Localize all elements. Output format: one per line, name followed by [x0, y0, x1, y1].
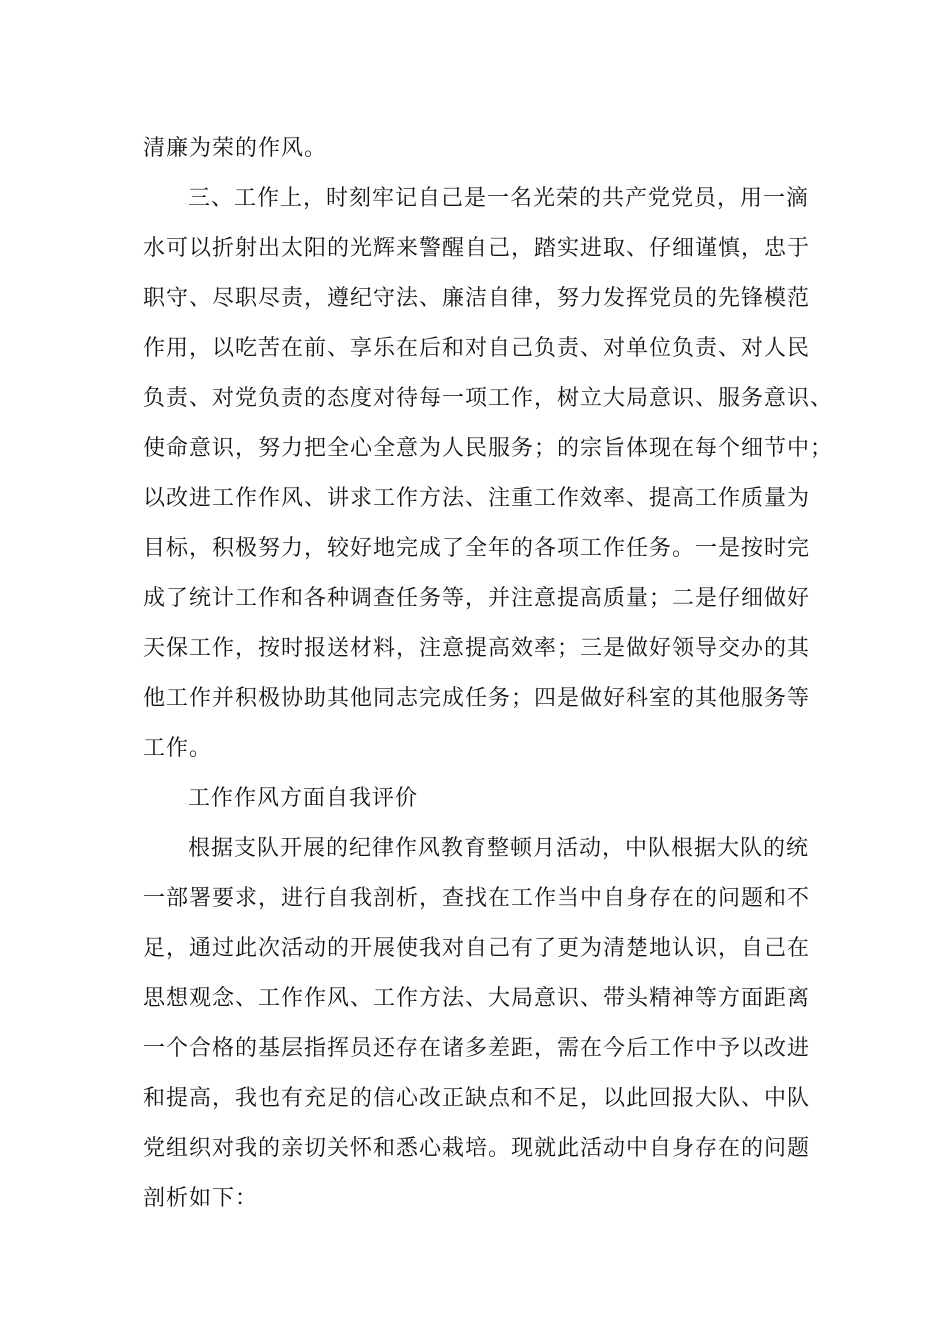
paragraph-line: 一部署要求，进行自我剖析，查找在工作当中自身存在的问题和不 [143, 886, 811, 911]
section-heading: 工作作风方面自我评价 [188, 786, 419, 811]
paragraph-line: 目标，积极努力，较好地完成了全年的各项工作任务。一是按时完 [143, 536, 811, 561]
paragraph-line: 足，通过此次活动的开展使我对自己有了更为清楚地认识，自己在 [143, 936, 811, 961]
paragraph-line: 工作。 [143, 736, 213, 761]
paragraph-line: 天保工作，按时报送材料，注意提高效率；三是做好领导交办的其 [143, 636, 811, 661]
paragraph-line: 党组织对我的亲切关怀和悉心栽培。现就此活动中自身存在的问题 [143, 1136, 811, 1161]
paragraph-line: 根据支队开展的纪律作风教育整顿月活动，中队根据大队的统 [188, 836, 810, 861]
paragraph-line: 清廉为荣的作风。 [143, 136, 328, 161]
paragraph-line: 一个合格的基层指挥员还存在诸多差距，需在今后工作中予以改进 [143, 1036, 811, 1061]
paragraph-line: 负责、对党负责的态度对待每一项工作，树立大局意识、服务意识、 [143, 386, 834, 411]
paragraph-line: 以改进工作作风、讲求工作方法、注重工作效率、提高工作质量为 [143, 486, 811, 511]
paragraph-line: 水可以折射出太阳的光辉来警醒自己，踏实进取、仔细谨慎，忠于 [143, 236, 811, 261]
paragraph-line: 剖析如下： [143, 1186, 259, 1211]
paragraph-line: 作用，以吃苦在前、享乐在后和对自己负责、对单位负责、对人民 [143, 336, 811, 361]
paragraph-line: 思想观念、工作作风、工作方法、大局意识、带头精神等方面距离 [143, 986, 811, 1011]
document-body [143, 124, 834, 1224]
paragraph-line: 职守、尽职尽责，遵纪守法、廉洁自律，努力发挥党员的先锋模范 [143, 286, 811, 311]
paragraph-line: 使命意识，努力把全心全意为人民服务；的宗旨体现在每个细节中； [143, 436, 834, 461]
paragraph-line: 和提高，我也有充足的信心改正缺点和不足，以此回报大队、中队 [143, 1086, 811, 1111]
paragraph-line: 成了统计工作和各种调查任务等，并注意提高质量；二是仔细做好 [143, 586, 811, 611]
paragraph-line: 三、工作上，时刻牢记自己是一名光荣的共产党党员，用一滴 [188, 186, 810, 211]
paragraph-line: 他工作并积极协助其他同志完成任务；四是做好科室的其他服务等 [143, 686, 811, 711]
